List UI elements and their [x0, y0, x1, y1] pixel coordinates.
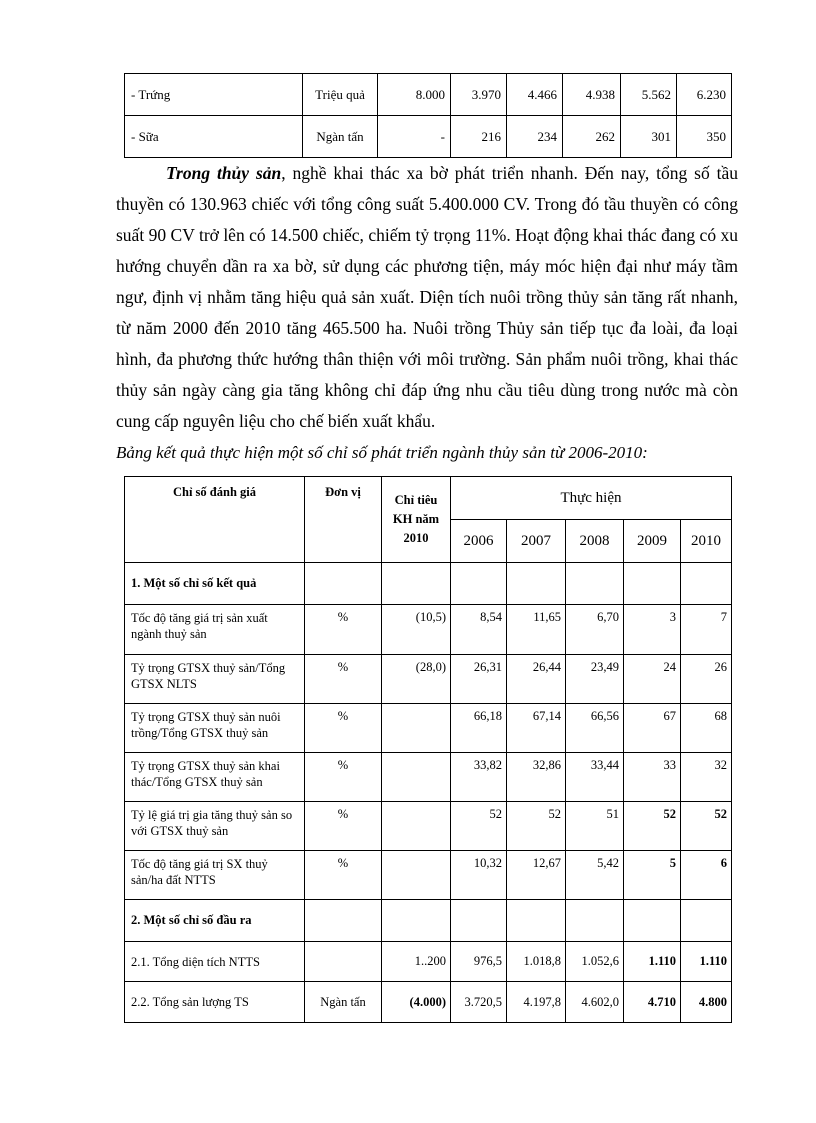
indicator-label: Tốc độ tăng giá trị sản xuất ngành thuỷ sản — [125, 605, 305, 655]
indicator-value: 12,67 — [507, 851, 566, 900]
results-table — [124, 476, 732, 1023]
body-paragraph — [116, 158, 738, 437]
indicator-plan — [382, 753, 451, 802]
indicator-value: 67 — [624, 704, 681, 753]
table-caption: Bảng kết quả thực hiện một số chỉ số phát triển ngành thủy sản từ 2006-2010: — [116, 443, 648, 462]
indicator-value: 1.018,8 — [507, 942, 566, 982]
indicator-value: 5 — [624, 851, 681, 900]
indicator-value: 26,44 — [507, 655, 566, 704]
table-row — [125, 655, 732, 704]
paragraph-lead: Trong thủy sản — [166, 163, 282, 183]
indicator-unit: Ngàn tấn — [305, 982, 382, 1023]
row-value: 234 — [507, 116, 563, 158]
table-row — [125, 704, 732, 753]
indicator-value: 66,18 — [451, 704, 507, 753]
indicator-value: 33 — [624, 753, 681, 802]
indicator-value: 1.052,6 — [566, 942, 624, 982]
paragraph-text: , nghề khai thác xa bờ phát triển nhanh. Đến nay, tổng số tầu thuyền có 130.963 chiếc với tổng công suất 5.400.000 CV. Trong đó tầu thuyền có công suất 90 CV trở lên có 14.500 chiếc, chiếm tỷ trọng 11%. Hoạt động khai thác đang có xu hướng chuyển dần ra xa bờ, sử dụng các phương tiện, máy móc hiện đại như máy tầm ngư, định vị nhằm tăng hiệu quả sản xuất. Diện tích nuôi trồng thủy sản tăng rất nhanh, từ năm 2000 đến 2010 tăng 465.500 ha. Nuôi trồng Thủy sản tiếp tục đa loài, đa loại hình, đa phương thức hướng thân thiện với môi trường. Sản phẩm nuôi trồng, khai thác thủy sản ngày càng gia tăng không chỉ đáp ứng nhu cầu tiêu dùng trong nước mà còn cung cấp nguyên liệu cho chế biến xuất khẩu. — [116, 163, 738, 431]
indicator-value: 33,44 — [566, 753, 624, 802]
table-row — [125, 942, 732, 982]
indicator-label: Tốc độ tăng giá trị SX thuỷ sản/ha đất NTTS — [125, 851, 305, 900]
header-indicator: Chỉ số đánh giá — [125, 477, 305, 563]
indicator-value: 52 — [507, 802, 566, 851]
indicator-value: 4.800 — [681, 982, 732, 1023]
indicator-value: 3 — [624, 605, 681, 655]
indicator-value: 26,31 — [451, 655, 507, 704]
indicator-unit: % — [305, 605, 382, 655]
row-unit: Ngàn tấn — [303, 116, 378, 158]
table-row — [125, 802, 732, 851]
row-value: 4.938 — [563, 74, 621, 116]
row-value: 301 — [621, 116, 677, 158]
indicator-label: Tỷ trọng GTSX thuỷ sản khai thác/Tổng GTSX thuỷ sản — [125, 753, 305, 802]
indicator-unit: % — [305, 851, 382, 900]
row-unit: Triệu quả — [303, 74, 378, 116]
indicator-value: 4.710 — [624, 982, 681, 1023]
indicator-value: 4.602,0 — [566, 982, 624, 1023]
header-year: 2010 — [681, 520, 732, 563]
header-actual: Thực hiện — [451, 477, 732, 520]
row-value: 3.970 — [451, 74, 507, 116]
indicator-value: 52 — [624, 802, 681, 851]
header-row — [125, 477, 732, 520]
indicator-value: 51 — [566, 802, 624, 851]
indicator-value: 8,54 — [451, 605, 507, 655]
indicator-value: 24 — [624, 655, 681, 704]
row-label: - Trứng — [125, 74, 303, 116]
indicator-value: 6,70 — [566, 605, 624, 655]
section-heading: 1. Một số chỉ số kết quả — [125, 563, 305, 605]
table-row — [125, 982, 732, 1023]
indicator-value: 6 — [681, 851, 732, 900]
indicator-label: Tỷ lệ giá trị gia tăng thuỷ sản so với GTSX thuỷ sản — [125, 802, 305, 851]
table-row — [125, 74, 732, 116]
table-row — [125, 116, 732, 158]
indicator-unit: % — [305, 655, 382, 704]
section-heading: 2. Một số chỉ số đầu ra — [125, 900, 305, 942]
indicator-value: 976,5 — [451, 942, 507, 982]
indicator-label: Tỷ trọng GTSX thuỷ sản nuôi trồng/Tổng GTSX thuỷ sản — [125, 704, 305, 753]
indicator-plan: (10,5) — [382, 605, 451, 655]
indicator-value: 52 — [681, 802, 732, 851]
row-value: 350 — [677, 116, 732, 158]
indicator-label: 2.1. Tổng diện tích NTTS — [125, 942, 305, 982]
indicator-unit: % — [305, 802, 382, 851]
indicator-value: 11,65 — [507, 605, 566, 655]
header-plan: Chỉ tiêu KH năm 2010 — [382, 477, 451, 563]
header-year: 2007 — [507, 520, 566, 563]
indicator-value: 33,82 — [451, 753, 507, 802]
row-value: 5.562 — [621, 74, 677, 116]
header-year: 2008 — [566, 520, 624, 563]
row-value: 4.466 — [507, 74, 563, 116]
indicator-value: 7 — [681, 605, 732, 655]
indicator-value: 3.720,5 — [451, 982, 507, 1023]
indicator-unit: % — [305, 753, 382, 802]
table-row — [125, 851, 732, 900]
row-value: 216 — [451, 116, 507, 158]
indicator-value: 10,32 — [451, 851, 507, 900]
indicator-plan: (4.000) — [382, 982, 451, 1023]
indicator-value: 4.197,8 — [507, 982, 566, 1023]
top-table — [124, 73, 732, 158]
indicator-value: 52 — [451, 802, 507, 851]
row-plan: - — [378, 116, 451, 158]
section-row — [125, 900, 732, 942]
indicator-plan — [382, 802, 451, 851]
indicator-plan: (28,0) — [382, 655, 451, 704]
row-label: - Sữa — [125, 116, 303, 158]
indicator-value: 67,14 — [507, 704, 566, 753]
header-year: 2009 — [624, 520, 681, 563]
indicator-plan — [382, 851, 451, 900]
row-plan: 8.000 — [378, 74, 451, 116]
table-row — [125, 753, 732, 802]
indicator-value: 26 — [681, 655, 732, 704]
section-row — [125, 563, 732, 605]
indicator-unit — [305, 942, 382, 982]
indicator-value: 32,86 — [507, 753, 566, 802]
indicator-plan — [382, 704, 451, 753]
indicator-value: 5,42 — [566, 851, 624, 900]
indicator-value: 32 — [681, 753, 732, 802]
indicator-value: 1.110 — [624, 942, 681, 982]
indicator-plan: 1..200 — [382, 942, 451, 982]
indicator-value: 1.110 — [681, 942, 732, 982]
row-value: 262 — [563, 116, 621, 158]
indicator-label: 2.2. Tổng sản lượng TS — [125, 982, 305, 1023]
indicator-label: Tỷ trọng GTSX thuỷ sản/Tổng GTSX NLTS — [125, 655, 305, 704]
indicator-value: 68 — [681, 704, 732, 753]
header-year: 2006 — [451, 520, 507, 563]
header-unit: Đơn vị — [305, 477, 382, 563]
row-value: 6.230 — [677, 74, 732, 116]
table-row — [125, 605, 732, 655]
indicator-value: 23,49 — [566, 655, 624, 704]
indicator-value: 66,56 — [566, 704, 624, 753]
indicator-unit: % — [305, 704, 382, 753]
